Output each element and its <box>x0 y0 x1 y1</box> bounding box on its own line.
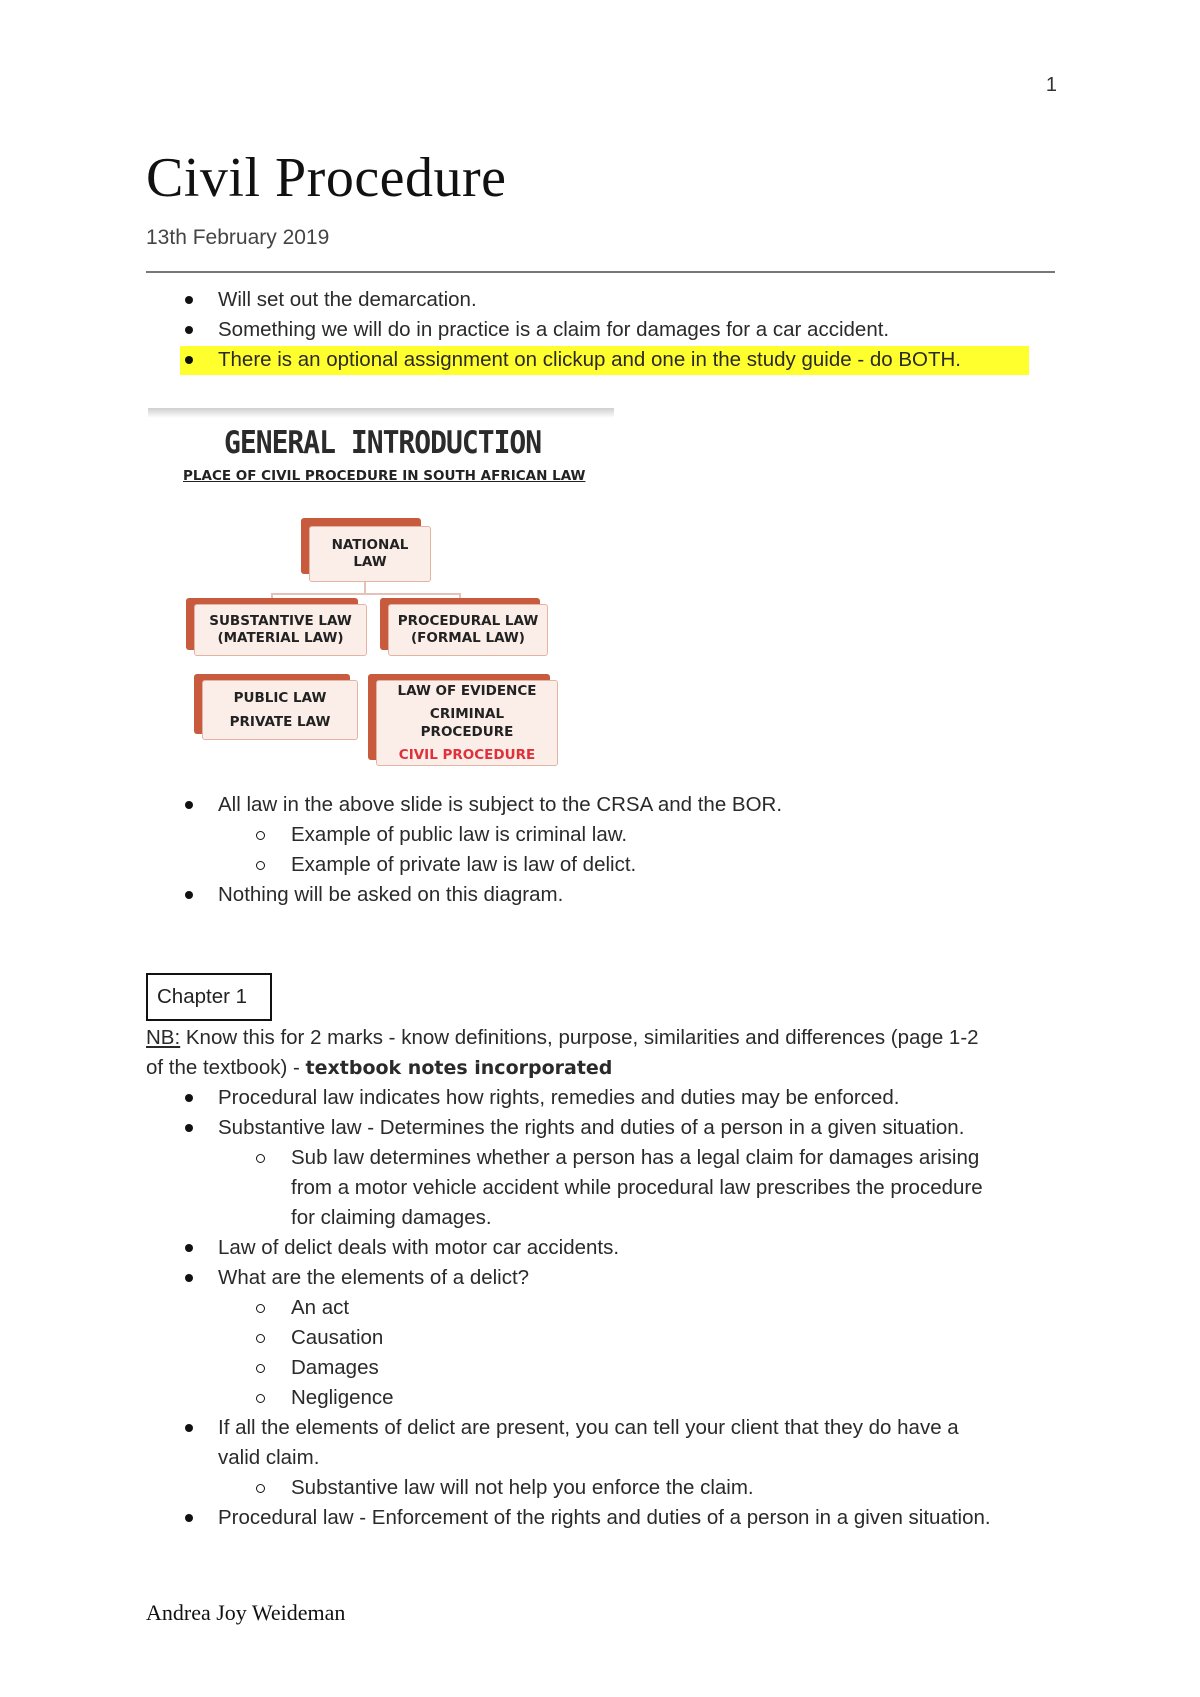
chapter-bullet-6: Procedural law - Enforcement of the rights and duties of a person in a given situation. <box>218 1506 991 1529</box>
nb-line-1 <box>146 1023 979 1053</box>
sub-bullet-icon <box>256 1364 265 1373</box>
page-title: Civil Procedure <box>146 147 507 209</box>
bullet-icon <box>185 1514 193 1522</box>
page-number: 1 <box>1045 74 1057 96</box>
sub-bullet-icon <box>256 1334 265 1343</box>
node-public-private-law <box>194 674 358 740</box>
chapter-bullet-4: What are the elements of a delict? <box>218 1266 530 1289</box>
chapter-sub-bullet-line-2: from a motor vehicle accident while procedural law prescribes the procedure <box>291 1176 983 1199</box>
node-label: PRIVATE LAW <box>229 714 331 730</box>
note-sub-bullet-2: Example of private law is law of delict. <box>291 853 637 876</box>
chapter-sub-bullet-line-3: for claiming damages. <box>291 1206 492 1229</box>
chapter-sub-bullet-line-1: Sub law determines whether a person has a legal claim for damages arising <box>291 1146 980 1169</box>
node-procedural-branches <box>368 674 558 766</box>
bullet-icon <box>185 356 193 364</box>
chapter-bullet-2: Substantive law - Determines the rights and duties of a person in a given situation. <box>218 1116 965 1139</box>
node-label: SUBSTANTIVE LAW <box>209 613 352 629</box>
diagram-title: GENERAL INTRODUCTION <box>224 424 542 461</box>
sub-bullet-icon <box>256 1484 265 1493</box>
nb-text: Know this for 2 marks - know definitions, purpose, similarities and differences (page 1-2 <box>180 1026 979 1049</box>
node-label: (MATERIAL LAW) <box>217 630 344 646</box>
delict-element: Damages <box>291 1356 379 1379</box>
chapter-bullet-1: Procedural law indicates how rights, remedies and duties may be enforced. <box>218 1086 900 1109</box>
node-box <box>309 526 431 582</box>
general-introduction-diagram <box>148 408 614 776</box>
sub-bullet-icon <box>256 861 265 870</box>
note-bullet-2: Nothing will be asked on this diagram. <box>218 883 564 906</box>
bullet-icon <box>185 1244 193 1252</box>
intro-bullet-1: Will set out the demarcation. <box>218 288 477 311</box>
node-label: NATIONAL <box>331 537 409 553</box>
footer-author: Andrea Joy Weideman <box>146 1600 346 1625</box>
node-box <box>194 604 367 656</box>
node-substantive-law <box>186 598 367 656</box>
node-label: (FORMAL LAW) <box>411 630 525 646</box>
delict-element: An act <box>291 1296 350 1319</box>
sub-bullet-icon <box>256 1154 265 1163</box>
delict-element: Negligence <box>291 1386 394 1409</box>
node-box <box>388 604 548 656</box>
node-label: PROCEDURAL LAW <box>397 613 539 629</box>
chapter-bullet-5-line-1: If all the elements of delict are present, you can tell your client that they do have a <box>218 1416 959 1439</box>
node-box <box>376 680 558 766</box>
node-label: PROCEDURE <box>420 724 514 740</box>
nb-text-2: of the textbook) - <box>146 1056 306 1079</box>
chapter-bullet-3: Law of delict deals with motor car accidents. <box>218 1236 620 1259</box>
document-date: 13th February 2019 <box>146 226 330 249</box>
horizontal-rule <box>146 271 1055 273</box>
nb-bold: textbook notes incorporated <box>305 1057 613 1079</box>
delict-element: Causation <box>291 1326 384 1349</box>
nb-line-2 <box>146 1053 612 1083</box>
node-label: LAW <box>353 554 387 570</box>
chapter-heading: Chapter 1 <box>146 973 272 1021</box>
diagram-top-shadow <box>148 408 614 418</box>
note-sub-bullet-1: Example of public law is criminal law. <box>291 823 628 846</box>
sub-bullet-icon <box>256 1304 265 1313</box>
chapter-bullet-5-line-2: valid claim. <box>218 1446 320 1469</box>
bullet-icon <box>185 296 193 304</box>
node-national-law <box>301 518 431 582</box>
node-label-civil-procedure: CIVIL PROCEDURE <box>398 747 536 763</box>
sub-bullet-icon <box>256 831 265 840</box>
connector-line <box>271 593 461 595</box>
diagram-subtitle: PLACE OF CIVIL PROCEDURE IN SOUTH AFRICAN LAW <box>183 468 586 484</box>
sub-bullet-icon <box>256 1394 265 1403</box>
bullet-icon <box>185 1424 193 1432</box>
nb-prefix: NB: <box>146 1026 181 1049</box>
bullet-icon <box>185 1124 193 1132</box>
bullet-icon <box>185 1094 193 1102</box>
bullet-icon <box>185 891 193 899</box>
node-procedural-law <box>380 598 548 656</box>
intro-bullet-3-highlighted: There is an optional assignment on clickup and one in the study guide - do BOTH. <box>218 348 961 371</box>
bullet-icon <box>185 326 193 334</box>
bullet-icon <box>185 1274 193 1282</box>
note-bullet-1: All law in the above slide is subject to the CRSA and the BOR. <box>218 793 783 816</box>
node-label: CRIMINAL <box>429 706 505 722</box>
node-label: LAW OF EVIDENCE <box>397 683 537 699</box>
node-box <box>202 680 358 740</box>
bullet-icon <box>185 801 193 809</box>
chapter-sub-bullet-5: Substantive law will not help you enforce the claim. <box>291 1476 754 1499</box>
node-label: PUBLIC LAW <box>233 690 327 706</box>
intro-bullet-2: Something we will do in practice is a claim for damages for a car accident. <box>218 318 890 341</box>
